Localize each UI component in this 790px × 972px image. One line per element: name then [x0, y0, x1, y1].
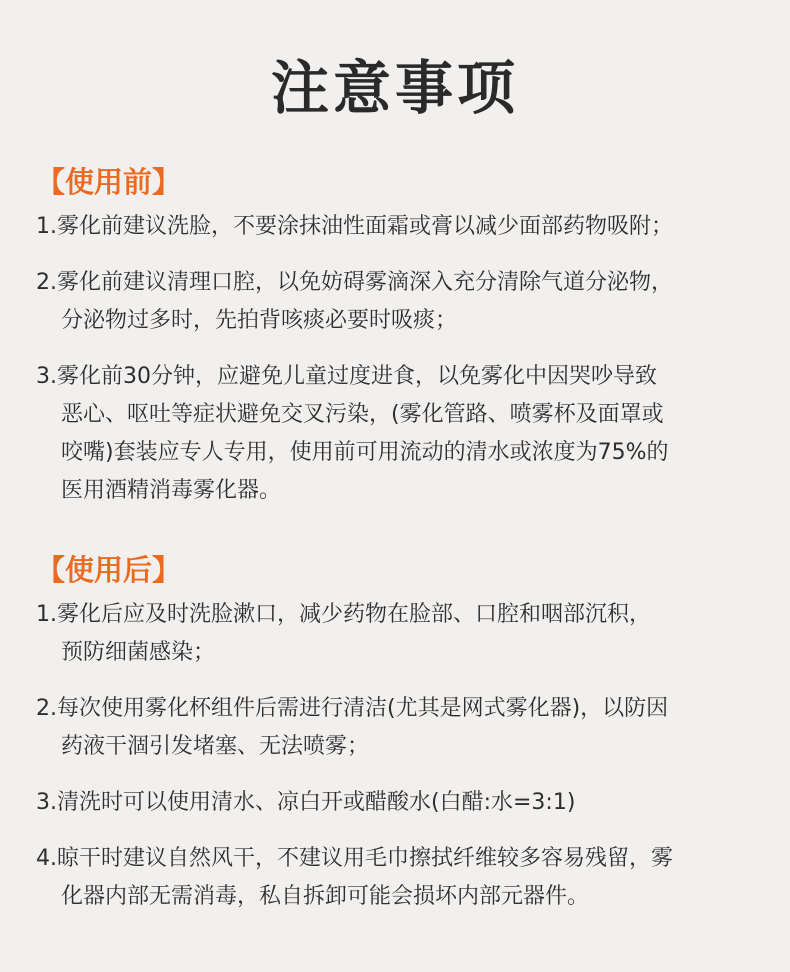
- item-text: 2.雾化前建议清理口腔，以免妨碍雾滴深入充分清除气道分泌物，: [36, 270, 673, 295]
- list-item: [36, 784, 776, 822]
- section-before-use: [36, 160, 776, 528]
- item-text-continued: 医用酒精消毒雾化器。: [61, 478, 282, 503]
- page-title: 注意事项: [270, 54, 519, 122]
- item-text-continued: 预防细菌感染；: [61, 640, 216, 665]
- item-text-continued: 恶心、呕吐等症状避免交叉污染，(雾化管路、喷雾杯及面罩或: [61, 402, 664, 427]
- item-text-continued: 咬嘴)套装应专人专用，使用前可用流动的清水或浓度为75%的: [61, 440, 669, 465]
- item-text: 3.雾化前30分钟，应避免儿童过度进食，以免雾化中因哭吵导致: [36, 364, 657, 389]
- list-item: [36, 840, 776, 916]
- item-text: 2.每次使用雾化杯组件后需进行清洁(尤其是网式雾化器)，以防因: [36, 696, 669, 721]
- section-heading-before-use: 【使用前】: [36, 165, 182, 199]
- list-item: [36, 264, 776, 340]
- section-heading-after-use: 【使用后】: [36, 553, 182, 587]
- list-item: [36, 596, 776, 672]
- item-text-continued: 药液干涸引发堵塞、无法喷雾；: [61, 734, 370, 759]
- list-item: [36, 358, 776, 510]
- item-text-continued: 化器内部无需消毒，私自拆卸可能会损坏内部元器件。: [61, 884, 590, 909]
- list-item: [36, 208, 776, 246]
- item-text: 1.雾化后应及时洗脸漱口，减少药物在脸部、口腔和咽部沉积，: [36, 602, 651, 627]
- item-text: 1.雾化前建议洗脸，不要涂抹油性面霜或膏以减少面部药物吸附；: [36, 214, 673, 239]
- list-item: [36, 690, 776, 766]
- item-text: 3.清洗时可以使用清水、凉白开或醋酸水(白醋:水=3:1): [36, 790, 576, 815]
- item-text-continued: 分泌物过多时，先拍背咳痰必要时吸痰；: [61, 308, 458, 333]
- item-text: 4.晾干时建议自然风干，不建议用毛巾擦拭纤维较多容易残留，雾: [36, 846, 673, 871]
- section-after-use: [36, 548, 776, 934]
